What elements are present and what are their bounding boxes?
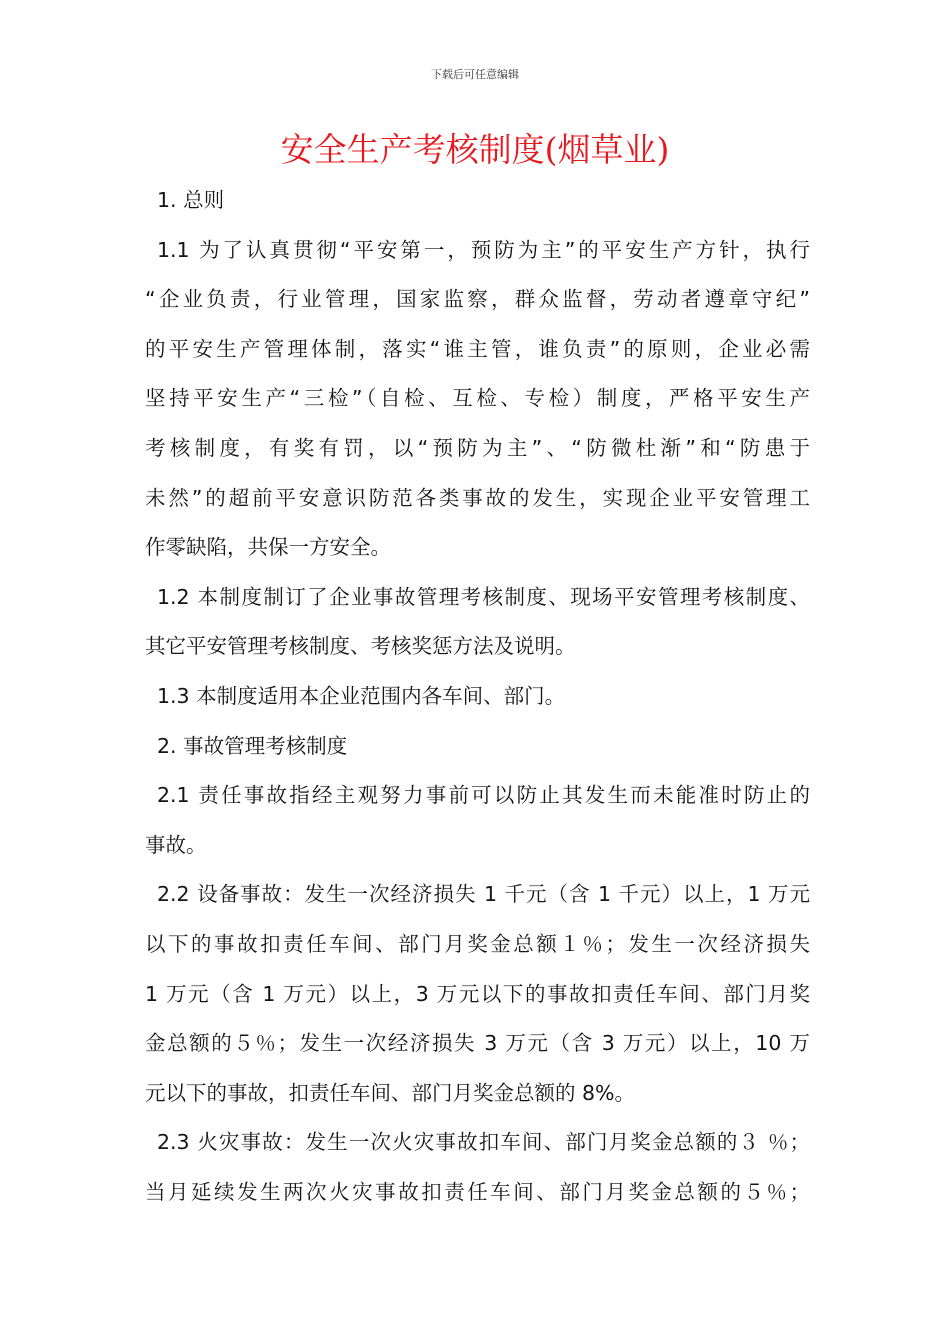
paragraph-line: 以下的事故扣责任车间、部门月奖金总额１％；发生一次经济损失	[145, 931, 810, 956]
paragraph-line: 考核制度，有奖有罚，以“预防为主”、“防微杜渐”和“防患于	[145, 435, 810, 460]
paragraph-line: 1.1 为了认真贯彻“平安第一，预防为主”的平安生产方针，执行	[157, 237, 810, 262]
document-body	[145, 176, 810, 1217]
paragraph-line: 金总额的５％；发生一次经济损失 3 万元（含 3 万元）以上，10 万	[145, 1031, 810, 1056]
paragraph-line: 2.1 责任事故指经主观努力事前可以防止其发生而未能准时防止的	[157, 783, 810, 808]
paragraph-line: 作零缺陷，共保一方安全。	[145, 535, 391, 560]
paragraph-line: “企业负责，行业管理，国家监察，群众监督，劳动者遵章守纪”	[145, 287, 810, 312]
paragraph-line: 1. 总则	[157, 188, 225, 212]
paragraph-line: 2.2 设备事故：发生一次经济损失 1 千元（含 1 千元）以上，1 万元	[157, 882, 810, 907]
paragraph-line: 事故。	[145, 832, 207, 857]
paragraph-line: 元以下的事故，扣责任车间、部门月奖金总额的 8%。	[145, 1080, 636, 1105]
paragraph-line: 坚持平安生产“三检”（自检、互检、专检）制度，严格平安生产	[145, 386, 810, 411]
header-note: 下载后可任意编辑	[431, 68, 519, 81]
paragraph-line: 的平安生产管理体制，落实“谁主管，谁负责”的原则，企业必需	[145, 336, 810, 361]
paragraph-line: 1.3 本制度适用本企业范围内各车间、部门。	[157, 683, 566, 708]
document-title: 安全生产考核制度(烟草业)	[280, 130, 670, 169]
paragraph-line: 1.2 本制度制订了企业事故管理考核制度、现场平安管理考核制度、	[157, 584, 810, 609]
paragraph-line: 未然”的超前平安意识防范各类事故的发生，实现企业平安管理工	[145, 485, 810, 510]
paragraph-line: 当月延续发生两次火灾事故扣责任车间、部门月奖金总额的５％；	[145, 1179, 810, 1204]
paragraph-line: 1 万元（含 1 万元）以上，3 万元以下的事故扣责任车间、部门月奖	[145, 981, 810, 1006]
paragraph-line: 其它平安管理考核制度、考核奖惩方法及说明。	[145, 634, 576, 659]
paragraph-line: 2. 事故管理考核制度	[157, 733, 348, 758]
paragraph-line: 2.3 火灾事故：发生一次火灾事故扣车间、部门月奖金总额的３ ％；	[157, 1130, 810, 1155]
